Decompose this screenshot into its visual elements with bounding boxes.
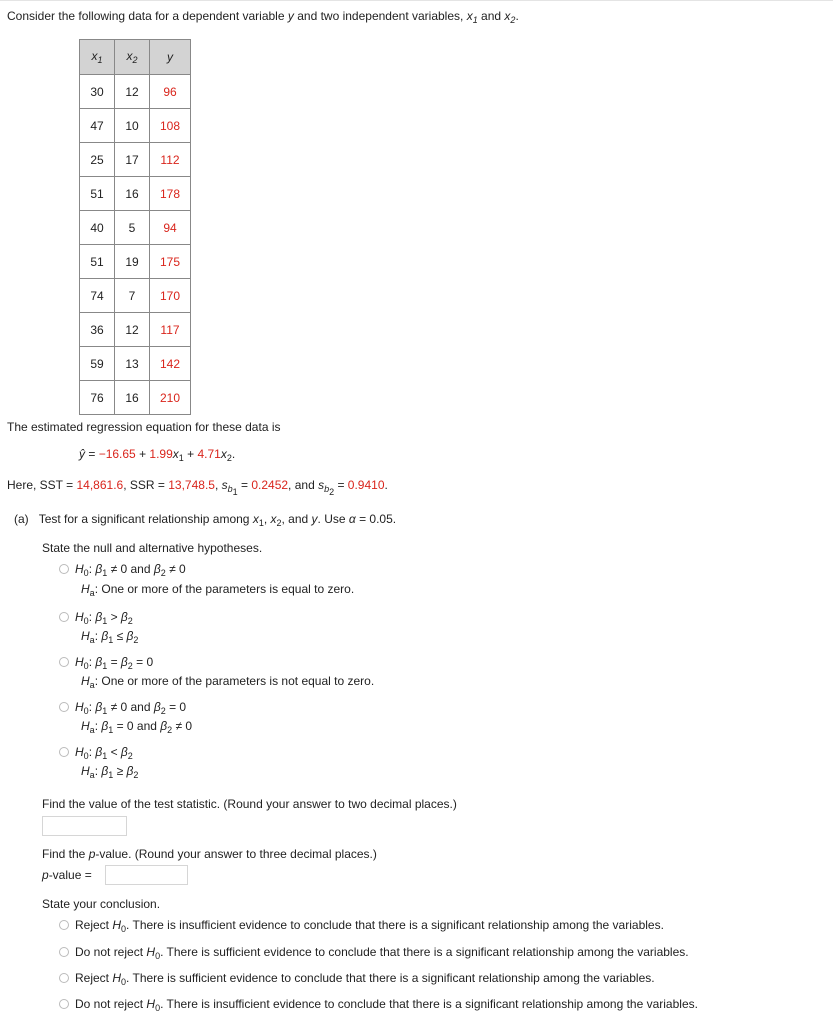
p-value-input[interactable]: [105, 865, 188, 885]
conclusion-prompt: State your conclusion.: [42, 897, 161, 911]
cell-x2: 12: [115, 75, 150, 109]
hypothesis-option-4[interactable]: $H_0$: $\beta_1 \ne 0$ and $\beta_2 = 0$: [59, 700, 186, 716]
hypothesis-option-4-ha: $H_a$: $\beta_1 = 0$ and $\beta_2 \ne 0$: [81, 719, 193, 735]
cell-y: 178: [150, 177, 191, 211]
cell-x2: 10: [115, 109, 150, 143]
table-row: [80, 245, 191, 279]
cell-x2: 16: [115, 381, 150, 415]
p-value-prompt: Find the p-value. (Round your answer to three decimal places.): [42, 847, 377, 861]
table-row: [80, 347, 191, 381]
cell-x2: 19: [115, 245, 150, 279]
hypotheses-prompt: State the null and alternative hypotheses.: [42, 541, 263, 555]
part-a-question: (a) Test for a significant relationship among $x_1$, $x_2$, and y. Use α = 0.05.: [14, 512, 397, 528]
hypothesis-option-1-ha: $H_a$: One or more of the parameters is equal to zero.: [81, 582, 355, 598]
cell-y: 112: [150, 143, 191, 177]
cell-y: 175: [150, 245, 191, 279]
cell-x2: 7: [115, 279, 150, 313]
radio-circle[interactable]: [59, 947, 69, 957]
radio-circle[interactable]: [59, 564, 69, 574]
table-row: [80, 313, 191, 347]
cell-x2: 16: [115, 177, 150, 211]
regression-intro: The estimated regression equation for these data is: [7, 420, 281, 434]
radio-circle[interactable]: [59, 973, 69, 983]
radio-circle[interactable]: [59, 999, 69, 1009]
cell-y: 170: [150, 279, 191, 313]
conclusion-option-3[interactable]: Reject $H_0$. There is sufficient evidence to conclude that there is a significant relationship among the variables.: [59, 971, 655, 987]
cell-y: 108: [150, 109, 191, 143]
hypothesis-option-3-ha: $H_a$: One or more of the parameters is not equal to zero.: [81, 674, 375, 690]
conclusion-option-2[interactable]: Do not reject $H_0$. There is sufficient evidence to conclude that there is a significant relationship among the variables.: [59, 945, 689, 961]
test-statistic-input[interactable]: [42, 816, 127, 836]
p-value-label: p-value =: [42, 868, 92, 882]
table-row: [80, 143, 191, 177]
hypothesis-option-3[interactable]: $H_0$: $\beta_1 = \beta_2 = 0$: [59, 655, 153, 671]
table-row: [80, 75, 191, 109]
cell-y: 94: [150, 211, 191, 245]
column-header-y: y: [150, 40, 191, 75]
test-statistic-prompt: Find the value of the test statistic. (Round your answer to two decimal places.): [42, 797, 457, 811]
table-row: [80, 211, 191, 245]
cell-y: 142: [150, 347, 191, 381]
radio-circle[interactable]: [59, 747, 69, 757]
radio-circle[interactable]: [59, 657, 69, 667]
cell-x1: 40: [80, 211, 115, 245]
cell-x1: 59: [80, 347, 115, 381]
cell-x2: 12: [115, 313, 150, 347]
cell-x1: 51: [80, 177, 115, 211]
intro-text: Consider the following data for a dependent variable y and two independent variables, $x_1$ and $x_2$.: [7, 9, 519, 25]
conclusion-option-4[interactable]: Do not reject $H_0$. There is insufficient evidence to conclude that there is a significant relationship among the variables.: [59, 997, 698, 1013]
data-table: [79, 39, 191, 415]
cell-x1: 36: [80, 313, 115, 347]
top-divider: [0, 0, 833, 1]
stats-line: Here, SST = 14,861.6, SSR = 13,748.5, $s_{b_1} = 0.2452$, and $s_{b_2} = 0.9410$.: [7, 478, 388, 497]
cell-x2: 17: [115, 143, 150, 177]
regression-equation: ŷ = $-16.65 + 1.99x_1 + 4.71x_2$.: [79, 447, 236, 463]
hypothesis-option-5-ha: $H_a$: $\beta_1 \ge \beta_2$: [81, 764, 139, 780]
conclusion-option-1[interactable]: Reject $H_0$. There is insufficient evidence to conclude that there is a significant relationship among the variables.: [59, 918, 664, 934]
cell-x1: 74: [80, 279, 115, 313]
column-header-x2: $x_2$: [115, 40, 150, 75]
radio-circle[interactable]: [59, 702, 69, 712]
hypothesis-option-1[interactable]: $H_0$: $\beta_1 \ne 0$ and $\beta_2 \ne 0$: [59, 562, 186, 578]
table-row: [80, 279, 191, 313]
cell-x1: 51: [80, 245, 115, 279]
table-row: [80, 177, 191, 211]
cell-x1: 76: [80, 381, 115, 415]
cell-x1: 30: [80, 75, 115, 109]
table-row: [80, 381, 191, 415]
radio-circle[interactable]: [59, 612, 69, 622]
hypothesis-option-5[interactable]: $H_0$: $\beta_1 < \beta_2$: [59, 745, 133, 761]
cell-x1: 47: [80, 109, 115, 143]
column-header-x1: $x_1$: [80, 40, 115, 75]
hypothesis-option-2-ha: $H_a$: $\beta_1 \le \beta_2$: [81, 629, 139, 645]
cell-y: 96: [150, 75, 191, 109]
cell-y: 117: [150, 313, 191, 347]
cell-y: 210: [150, 381, 191, 415]
table-row: [80, 109, 191, 143]
hypothesis-option-2[interactable]: $H_0$: $\beta_1 > \beta_2$: [59, 610, 133, 626]
cell-x2: 13: [115, 347, 150, 381]
radio-circle[interactable]: [59, 920, 69, 930]
cell-x1: 25: [80, 143, 115, 177]
cell-x2: 5: [115, 211, 150, 245]
